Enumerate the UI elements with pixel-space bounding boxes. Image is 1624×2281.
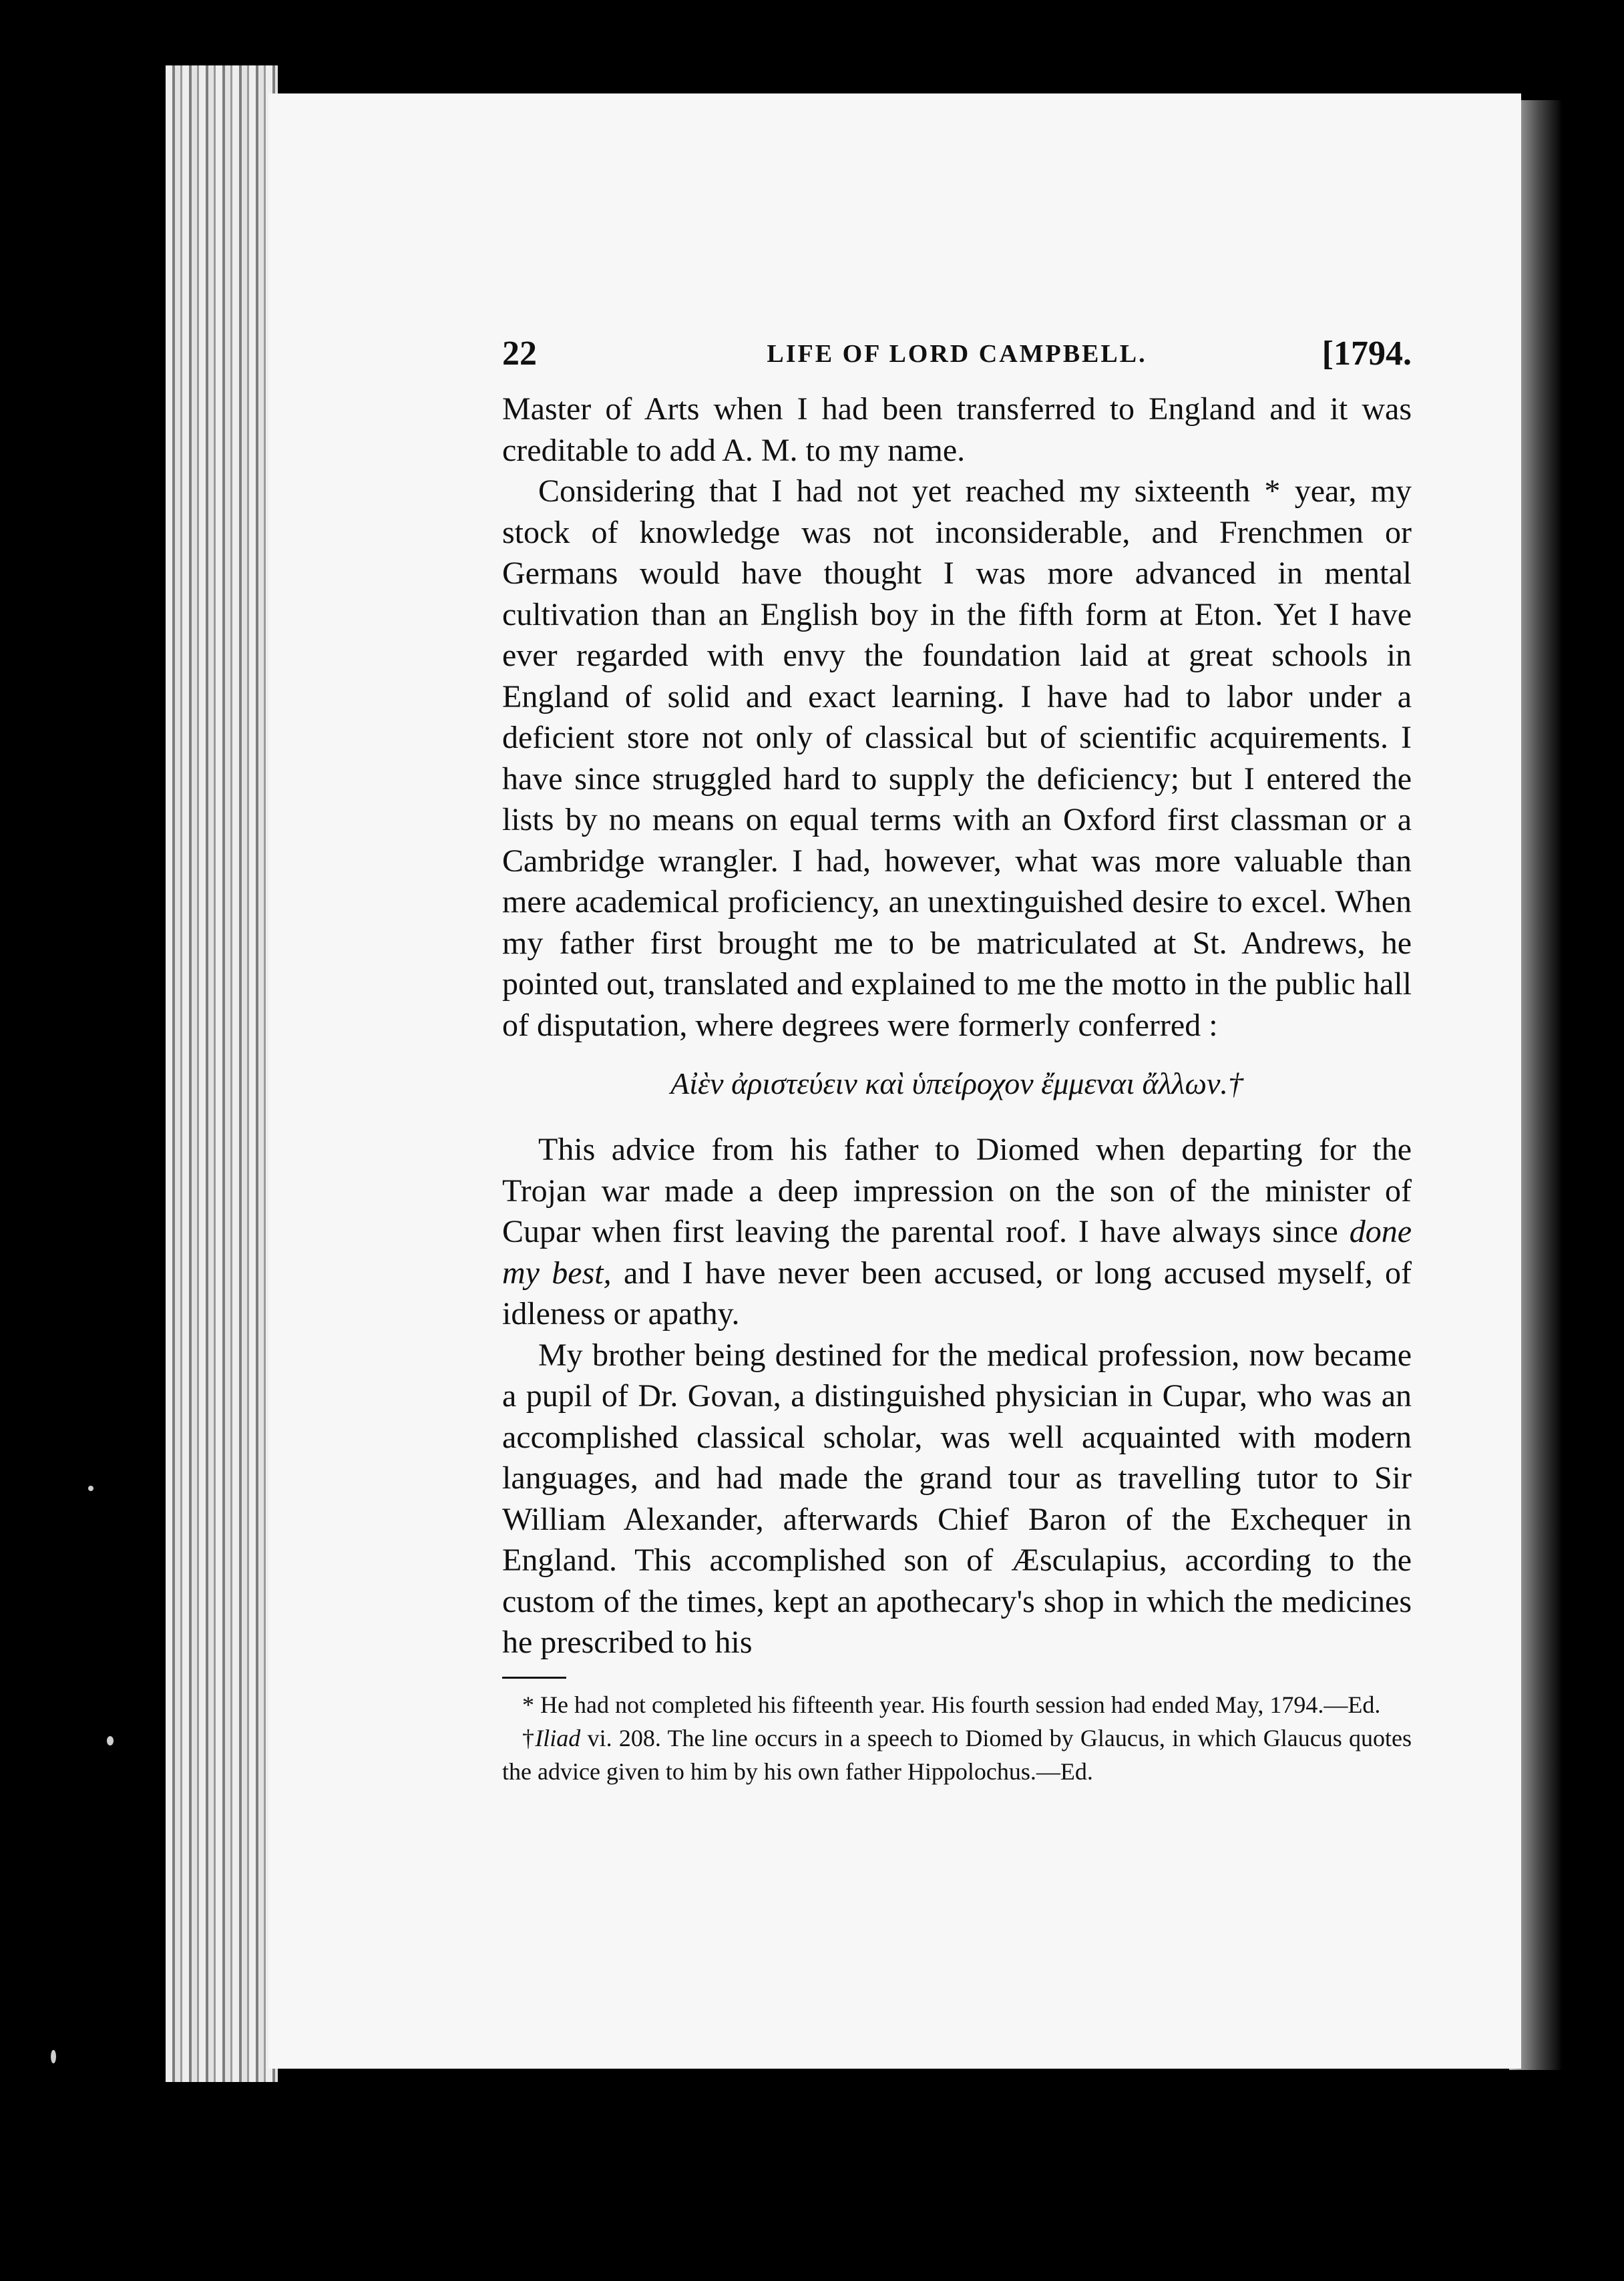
paragraph: Considering that I had not yet reached my sixteenth * year, my stock of knowledge was not inconsiderable, and Frenchmen or Germans would have thought I was more advanced in mental cultivation than an English boy in the fifth form at Eton. Yet I have ever regarded with envy the foundation laid at great schools in England of solid and exact learning. I have had to labor under a deficient store not only of classical but of scientific acquirements. I have since struggled hard to supply the deficiency; but I entered the lists by no means on equal terms with an Oxford first classman or a Cambridge wrangler. I had, however, what was more valuable than mere academical proficiency, an unextinguished desire to excel. When my father first brought me to be matriculated at St. Andrews, he pointed out, translated and explained to me the motto in the public hall of disputation, where degrees were formerly conferred : — [502, 473, 1412, 1043]
scan-speck — [107, 1736, 114, 1745]
paragraph — [502, 1129, 1412, 1335]
italic-phrase: done my best, — [502, 1214, 1412, 1291]
footnote-1: * He had not completed his fifteenth year. His fourth session had ended May, 1794.—Ed. — [522, 1691, 1381, 1718]
book-page-edges — [166, 65, 278, 2082]
paragraph: My brother being destined for the medical profession, now became a pupil of Dr. Govan, a distinguished physician in Cupar, who was an accomplished classical scholar, was well acquainted with modern languages, and had made the grand tour as travelling tutor to Sir William Alexander, afterwards Chief Baron of the Exchequer in England. This accomplished son of Æsculapius, according to the custom of the times, kept an apothecary's shop in which the medicines he prescribed to his — [502, 1337, 1412, 1660]
body-text — [502, 389, 1412, 1663]
paragraph-text: and I have never been accused, or long accused myself, of idleness or apathy. — [502, 1255, 1412, 1331]
footnote-mark: † — [522, 1724, 536, 1751]
header-year: [1794. — [1322, 335, 1412, 373]
page-text-block — [502, 327, 1412, 1788]
paragraph-text: This advice from his father to Diomed when departing for the Trojan war made a deep impression on the son of the minister of Cupar when first leaving the parental roof. I have always since — [502, 1132, 1412, 1249]
running-head: LIFE OF LORD CAMPBELL. — [767, 340, 1147, 368]
scan-speck — [88, 1486, 93, 1491]
footnotes — [502, 1688, 1412, 1788]
footnote-2 — [502, 1721, 1412, 1788]
footnote-text: vi. 208. The line occurs in a speech to Diomed by Glaucus, in which Glaucus quotes the advice given to him by his own father Hippolochus.—Ed. — [502, 1724, 1412, 1785]
footnote-rule — [502, 1677, 566, 1679]
paragraph-continued: Master of Arts when I had been transferred to England and it was creditable to add A. M. to my name. — [502, 391, 1412, 468]
page-number: 22 — [502, 335, 537, 373]
scan-speck — [51, 2050, 56, 2063]
greek-motto: Αἰὲν ἀριστεύειν καὶ ὑπείροχον ἔμμεναι ἄλλων.† — [670, 1066, 1243, 1100]
page-header — [502, 327, 1412, 381]
footnote-italic-title: Iliad — [535, 1724, 581, 1751]
